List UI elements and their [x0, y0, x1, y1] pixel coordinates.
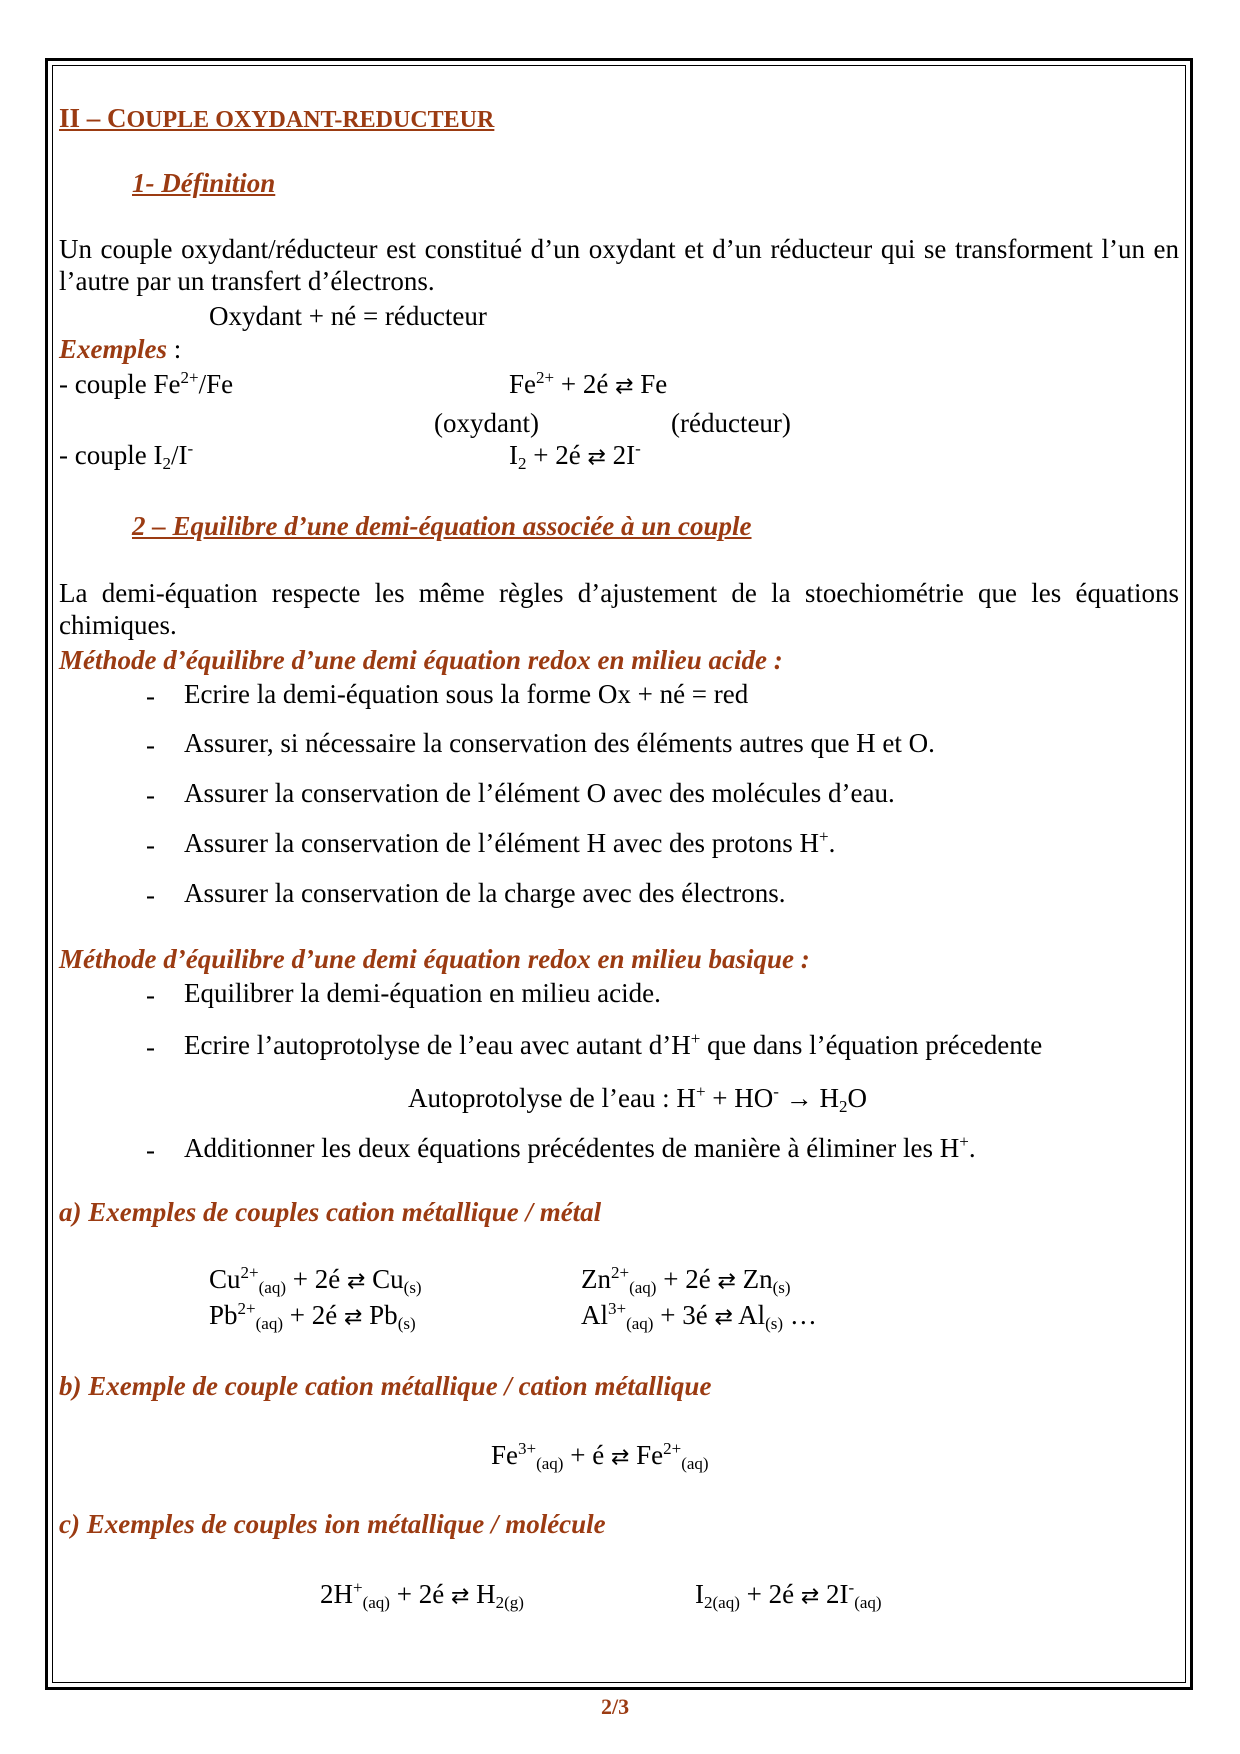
list-dash: - — [146, 730, 155, 760]
examples-c-title: c) Exemples de couples ion métallique / molécule — [59, 1509, 606, 1539]
basic-step-3: Additionner les deux équations précédentes de manière à éliminer les H+. — [184, 1132, 976, 1163]
acid-step-4: Assurer la conservation de l’élément H avec des protons H+. — [184, 827, 836, 858]
definition-title: 1- Définition — [132, 168, 276, 198]
list-dash: - — [146, 880, 155, 910]
list-dash: - — [146, 780, 155, 810]
definition-formula: Oxydant + né = réducteur — [209, 301, 487, 331]
acid-step-3: Assurer la conservation de l’élément O avec des molécules d’eau. — [184, 778, 895, 808]
equilibrium-arrow-icon: ⇄ — [800, 1584, 820, 1609]
equilibrium-arrow-icon: ⇄ — [615, 374, 634, 399]
equilibrium-arrow-icon: ⇄ — [346, 1269, 366, 1294]
basic-step-2: Ecrire l’autoprotolyse de l’eau avec autant d’H+ que dans l’équation précedente — [184, 1029, 1043, 1060]
list-dash: - — [146, 1032, 155, 1062]
autoprotolysis-equation: Autoprotolyse de l’eau : $H^+ + HO^- \to H_2O$ — [408, 1082, 867, 1116]
equilibrium-arrow-icon: ⇄ — [450, 1584, 470, 1609]
section-title: II – COUPLE OXYDANT-REDUCTEUR — [59, 103, 495, 133]
label-reducteur: (réducteur) — [671, 408, 791, 438]
example-couple-fe: - couple $Fe^{2+}/Fe$ — [59, 368, 234, 399]
list-dash: - — [146, 980, 155, 1010]
equilibrium-arrow-icon: ⇄ — [717, 1269, 736, 1294]
equilibrium-arrow-icon: ⇄ — [610, 1445, 630, 1470]
definition-text: Un couple oxydant/réducteur est constitué d’un oxydant et d’un réducteur qui se transforment l’un en l’autre par un transfert d’électrons. — [59, 234, 1179, 296]
acid-method-title: Méthode d’équilibre d’une demi équation redox en milieu acide : — [59, 645, 783, 675]
acid-step-2: Assurer, si nécessaire la conservation des éléments autres que H et O. — [184, 728, 935, 758]
equation-al: $Al^{3+}_{(aq)}$ + 3é ⇄ $Al_{(s)}$ … — [581, 1299, 817, 1333]
examples-b-title: b) Exemple de couple cation métallique / cation métallique — [59, 1371, 712, 1401]
equation-cu: $Cu^{2+}_{(aq)}$ + 2é ⇄ $Cu_{(s)}$ — [209, 1263, 422, 1297]
acid-step-1: Ecrire la demi-équation sous la forme Ox + né = red — [184, 679, 749, 709]
page-number: 2/3 — [601, 1694, 630, 1719]
list-dash: - — [146, 1135, 155, 1165]
example-equation-iodine: $I_2$ + 2é ⇄ 2I- — [509, 439, 641, 473]
equation-zn: $Zn^{2+}_{(aq)}$ + 2é ⇄ $Zn_{(s)}$ — [581, 1263, 791, 1297]
equilibrium-arrow-icon: ⇄ — [343, 1305, 363, 1330]
examples-label: Exemples : — [59, 334, 182, 364]
list-dash: - — [146, 830, 155, 860]
example-equation-fe: $Fe^{2+}$ + 2é ⇄ Fe — [509, 368, 668, 399]
equation-i2: $I_{2(aq)}$ + 2é ⇄ $2I^-_{(aq)}$ — [695, 1578, 882, 1612]
equilibre-text: La demi-équation respecte les même règles d’ajustement de la stoechiométrie que les équations chimiques. — [59, 578, 1179, 640]
equation-h2: $2H^+_{(aq)}$ + 2é ⇄ $H_{2(g)}$ — [320, 1578, 524, 1612]
list-dash: - — [146, 681, 155, 711]
equilibrium-arrow-icon: ⇄ — [587, 445, 606, 470]
basic-method-title: Méthode d’équilibre d’une demi équation redox en milieu basique : — [59, 944, 810, 974]
equation-fe3-fe2: $Fe^{3+}_{(aq)}$ + é ⇄ $Fe^{2+}_{(aq)}$ — [491, 1439, 709, 1473]
examples-a-title: a) Exemples de couples cation métallique / métal — [59, 1197, 602, 1227]
equilibre-title: 2 – Equilibre d’une demi-équation associée à un couple — [132, 511, 752, 541]
equilibrium-arrow-icon: ⇄ — [714, 1305, 733, 1330]
acid-step-5: Assurer la conservation de la charge avec des électrons. — [184, 878, 786, 908]
equation-pb: $Pb^{2+}_{(aq)}$ + 2é ⇄ $Pb_{(s)}$ — [209, 1299, 416, 1333]
example-couple-iodine: - couple $I_2/I^-$ — [59, 439, 194, 473]
basic-step-1: Equilibrer la demi-équation en milieu acide. — [184, 978, 661, 1008]
label-oxydant: (oxydant) — [434, 408, 539, 438]
